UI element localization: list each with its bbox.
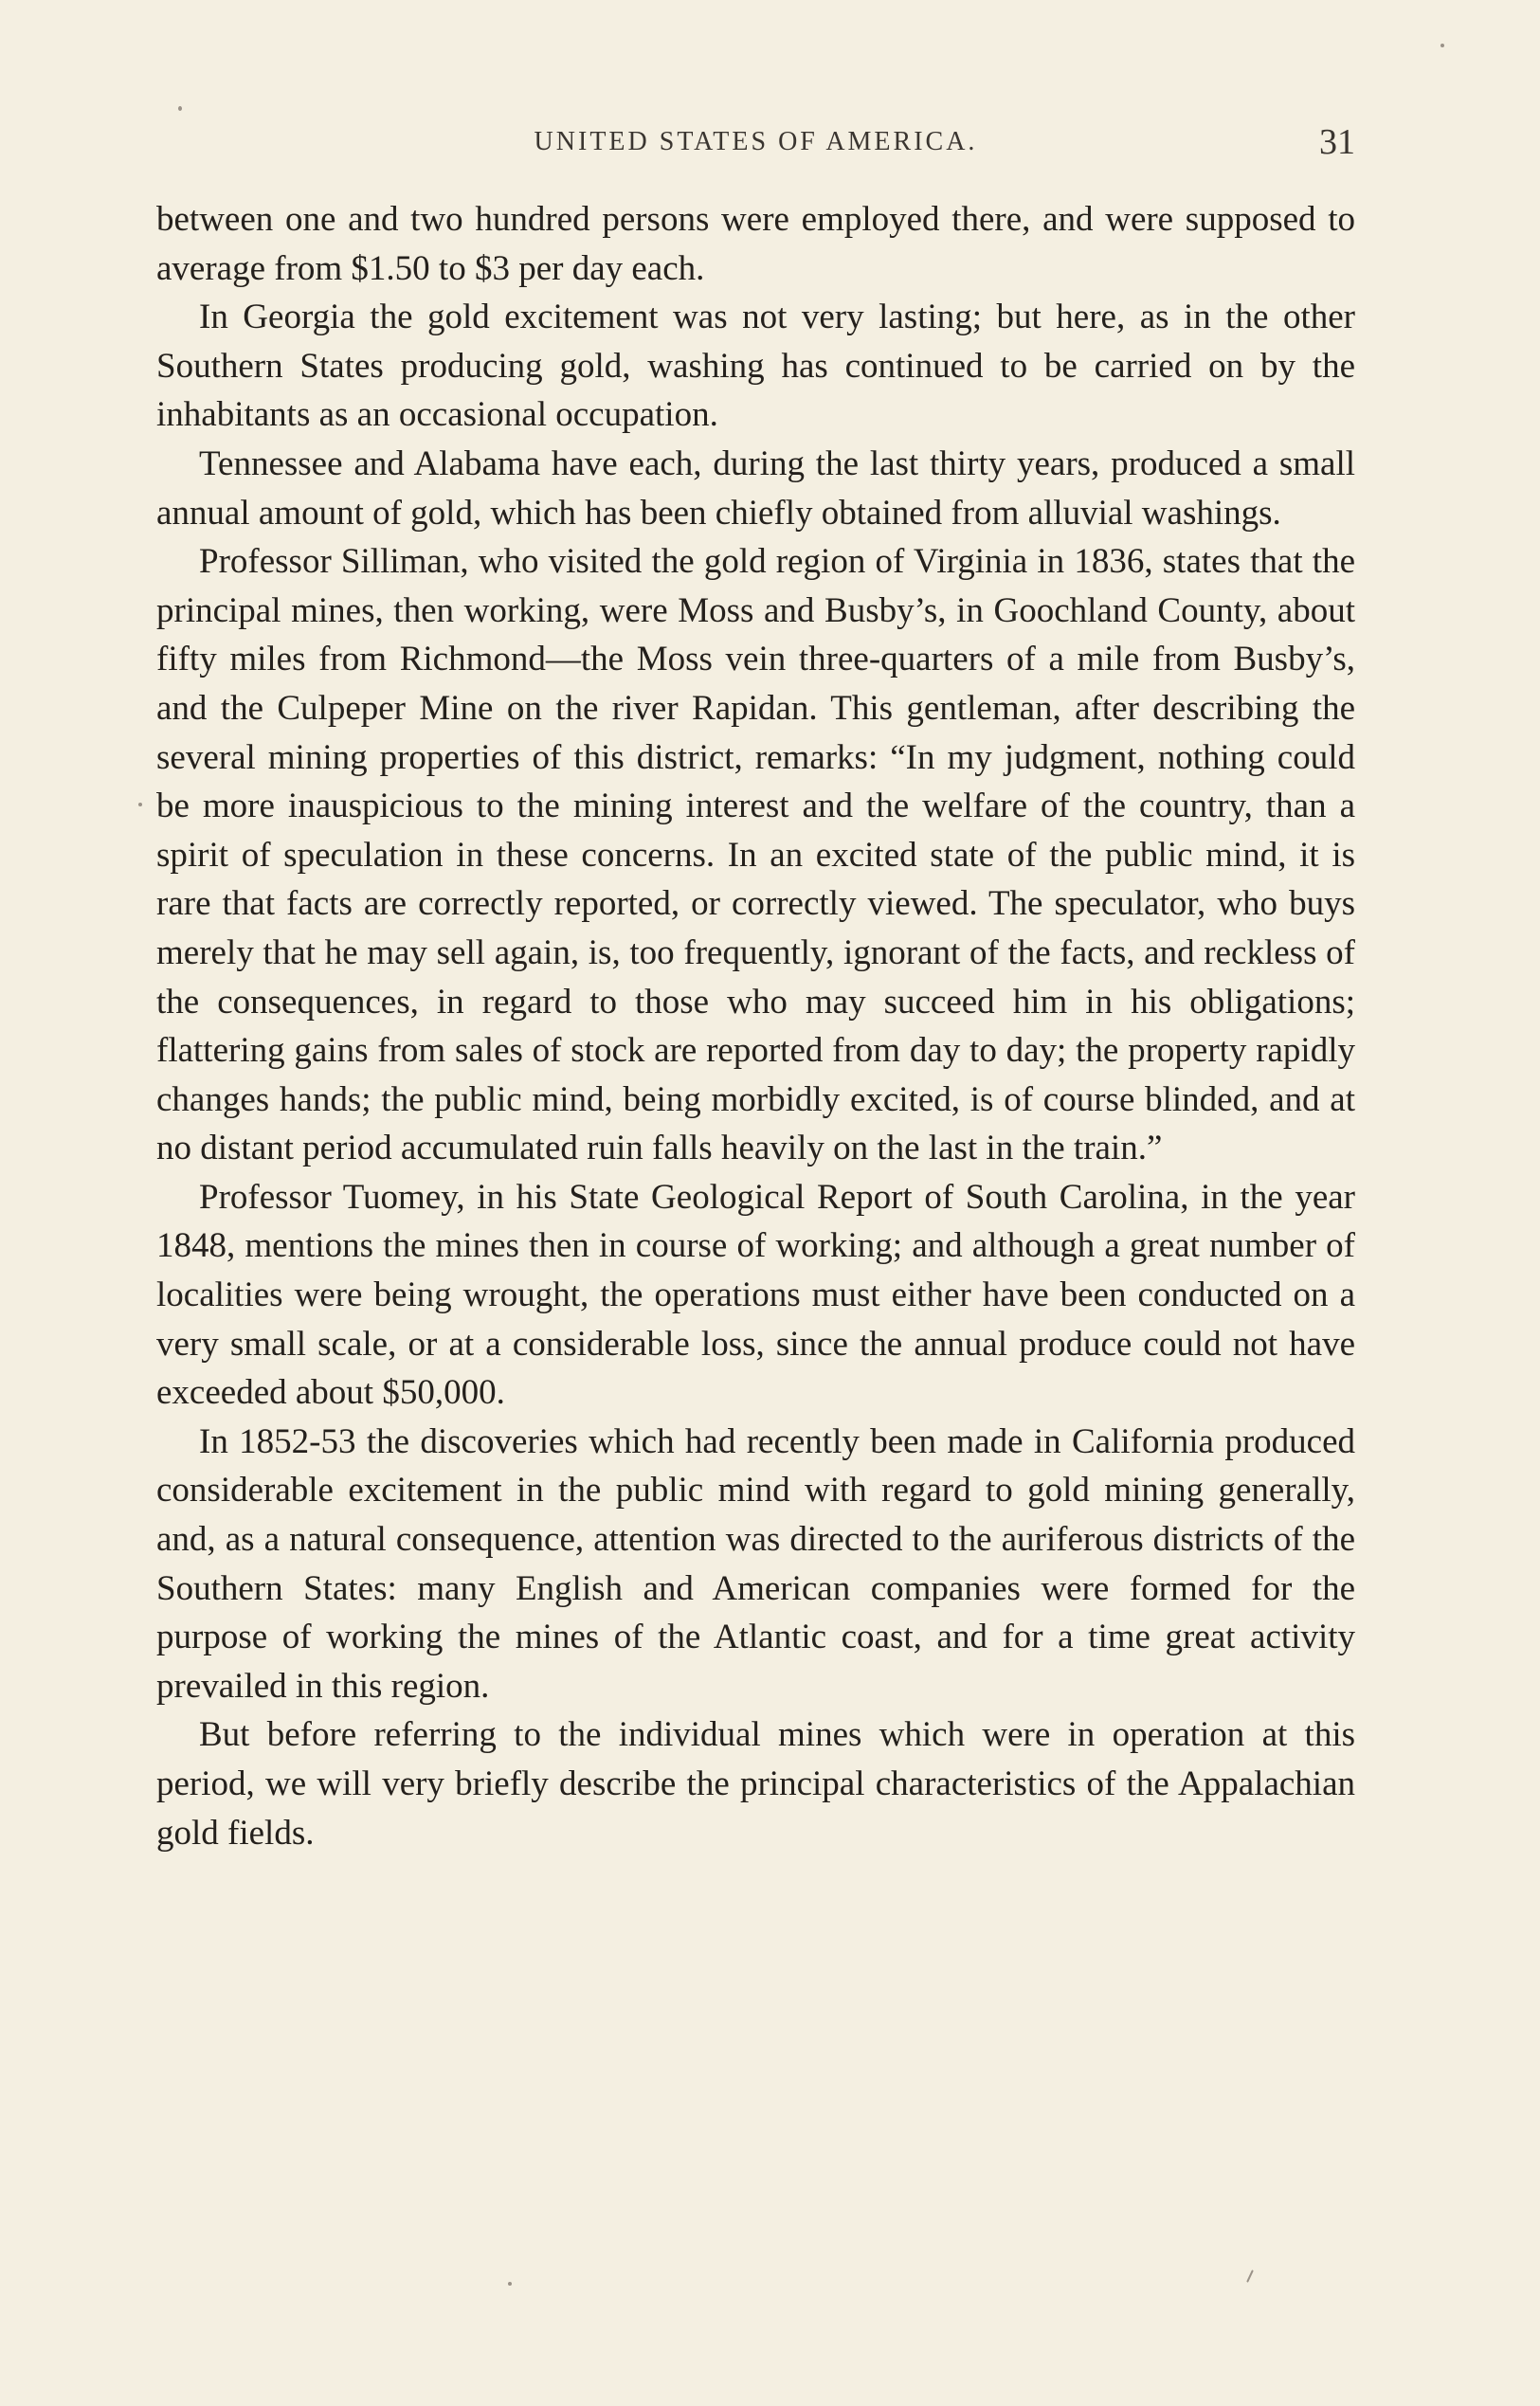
paper-speck — [1246, 2270, 1254, 2283]
paragraph-1852-53: In 1852-53 the discoveries which had recently been made in California produced considerable excitement in the public mind with regard to gold mining generally, and, as a natural consequence, attention was directed to the auriferous districts of the Southern States: many English and American companies were formed for the purpose of working the mines of the Atlantic coast, and for a time great activity prevailed in this region. — [156, 1421, 1355, 1706]
page-number: 31 — [1319, 122, 1355, 162]
paragraph-appalachian: But before referring to the individual mines which were in operation at this period, we will very briefly describe the principal characteristics of the Appalachian gold fields. — [156, 1715, 1355, 1853]
paper-speck — [508, 2282, 512, 2286]
paragraph-georgia: In Georgia the gold excitement was not very lasting; but here, as in the other Southern States producing gold, washing has continued to be carried on by the inhabitants as an occasional occupation. — [156, 298, 1355, 435]
running-head — [156, 121, 1355, 169]
paper-speck — [138, 803, 142, 806]
paragraph-silliman: Professor Silliman, who visited the gold region of Virginia in 1836, states that the principal mines, then working, were Moss and Busby’s, in Goochland County, about fifty miles from Richmond—the Moss vein three-quarters of a mile from Busby’s, and the Culpeper Mine on the river Rapidan. This gentleman, after describing the several mining properties of this district, remarks: “In my judgment, nothing could be more inauspicious to the mining interest and the welfare of the country, than a spirit of speculation in these concerns. In an excited state of the public mind, it is rare that facts are correctly reported, or correctly viewed. The speculator, who buys merely that he may sell again, is, too frequently, ignorant of the facts, and reckless of the consequences, in regard to those who may succeed him in his obligations; flattering gains from sales of stock are reported from day to day; the property rapidly changes hands; the public mind, being morbidly excited, is of course blinded, and at no distant period accumulated ruin falls heavily on the last in the train.” — [156, 542, 1355, 1168]
paragraph-continued: between one and two hundred persons were employed there, and were supposed to average from $1.50 to $3 per day each. — [156, 200, 1355, 288]
running-title: UNITED STATES OF AMERICA. — [534, 127, 978, 156]
paragraph-tuomey: Professor Tuomey, in his State Geological Report of South Carolina, in the year 1848, mentions the mines then in course of working; and although a great number of localities were being wrought, the operations must either have been conducted on a very small scale, or at a considerable loss, since the annual produce could not have exceeded about $50,000. — [156, 1177, 1355, 1413]
body-text — [156, 195, 1355, 1857]
paragraph-tennessee-alabama: Tennessee and Alabama have each, during the last thirty years, produced a small annual amount of gold, which has been chiefly obtained from alluvial washings. — [156, 443, 1355, 533]
paper-speck — [178, 106, 182, 111]
paper-speck — [1440, 44, 1444, 47]
